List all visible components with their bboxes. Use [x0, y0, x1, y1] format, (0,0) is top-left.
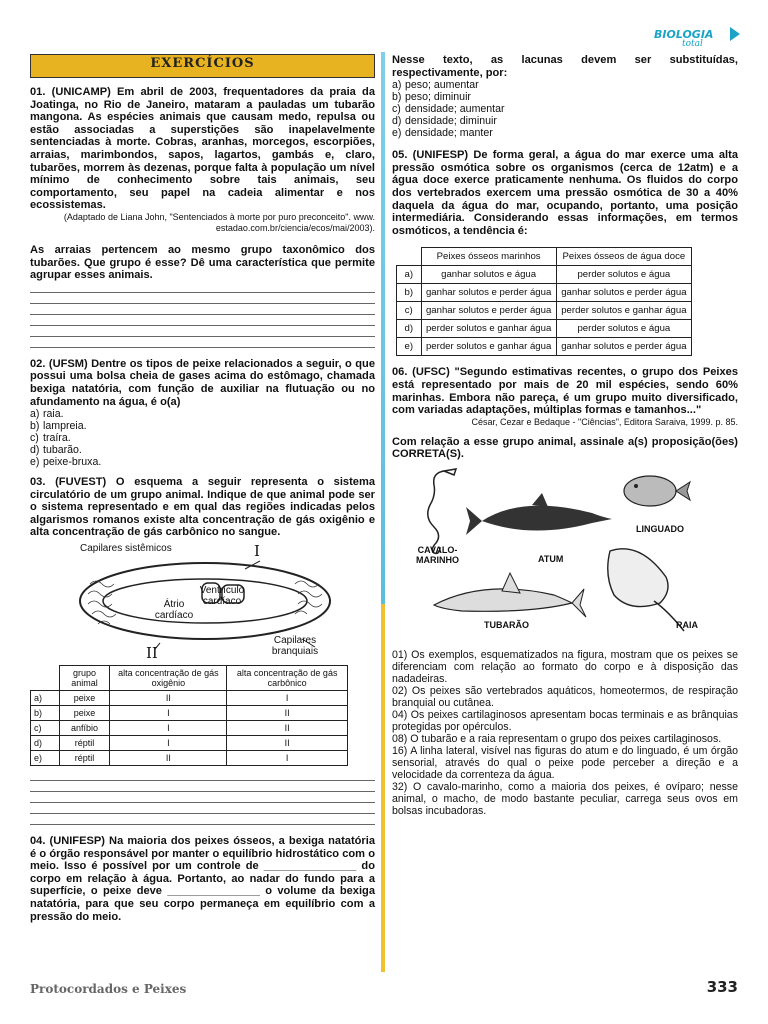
- page-number: 333: [706, 978, 738, 996]
- q03-table: [30, 665, 348, 766]
- option: e) peixe-bruxa.: [30, 456, 102, 469]
- option: c) traíra.: [30, 432, 71, 445]
- q02-text: 02. (UFSM) Dentre os tipos de peixe relacionados a seguir, o que possui uma bolsa cheia de gases acima do estômago, chamada bexiga natatória, com função de auxiliar na flutuação ou no afundamento na água, é o(a): [30, 357, 375, 408]
- q06-source: César, Cezar e Bedaque - "Ciências", Editora Saraiva, 1999. p. 85.: [471, 416, 738, 427]
- option: d) tubarão.: [30, 444, 82, 457]
- left-column: [30, 54, 375, 923]
- q04-text: 04. (UNIFESP) Na maioria dos peixes ósseos, a bexiga natatória é o órgão responsável por manter o equilíbrio hidrostático com o meio. Isso é possível por um controle de _______________ do corpo em relação à água. Portanto, ao nadar do fundo para a superfície, o peixe deve _______________ o volume da bexiga natatória, para que seu corpo permaneça em equilíbrio com a pressão do meio.: [30, 835, 375, 923]
- table-row: a) peixe II I: [31, 691, 348, 706]
- table-row: d) perder solutos e ganhar água perder solutos e água: [397, 320, 692, 338]
- table-row: c) ganhar solutos e perder água perder solutos e ganhar água: [397, 302, 692, 320]
- footer-section: Protocordados e Peixes: [30, 982, 187, 996]
- label-linguado: LINGUADO: [636, 523, 684, 534]
- option: a) peso; aumentar: [392, 79, 479, 92]
- table-row: d) réptil I II: [31, 736, 348, 751]
- fish-figure: [392, 461, 738, 649]
- answer-lines: [30, 770, 375, 825]
- answer-lines: [30, 282, 375, 348]
- label-capilares-branquiais: Capilares branquiais: [271, 635, 319, 658]
- proposition: 02) Os peixes são vertebrados aquáticos, homeotermos, de respiração branquial ou cutânea.: [392, 684, 738, 709]
- option: d) densidade; diminuir: [392, 115, 497, 128]
- proposition: 08) O tubarão e a raia representam o grupo dos peixes cartilaginosos.: [392, 732, 722, 745]
- option: e) densidade; manter: [392, 127, 493, 140]
- q02-options: [30, 408, 375, 468]
- label-atrio: Átrio cardíaco: [154, 599, 194, 622]
- q01-source-2: estadao.com.br/ciencia/ecos/mai/2003).: [215, 222, 375, 233]
- label-atum: ATUM: [538, 553, 564, 564]
- circulatory-diagram: [30, 539, 375, 665]
- option: b) lampreia.: [30, 420, 87, 433]
- table-row: b) peixe I II: [31, 706, 348, 721]
- table-row: e) perder solutos e ganhar água ganhar solutos e perder água: [397, 338, 692, 356]
- label-capilares-sistemicos: Capilares sistêmicos: [80, 543, 172, 555]
- roman-two: II: [146, 644, 158, 663]
- q06-prompt: Com relação a esse grupo animal, assinale a(s) proposição(ões) CORRETA(S).: [392, 435, 738, 461]
- header-cell: alta concentração de gás carbônico: [227, 666, 348, 691]
- play-icon: [730, 27, 740, 41]
- q04-continuation: Nesse texto, as lacunas devem ser substituídas, respectivamente, por:: [392, 54, 738, 79]
- seahorse-icon: [428, 469, 456, 553]
- label-ventriculo: Ventrículo cardíaco: [199, 585, 245, 608]
- label-cavalo-marinho: CAVALO- MARINHO: [416, 544, 459, 565]
- right-column: [392, 54, 738, 817]
- brand-bottom: total: [682, 39, 703, 49]
- proposition: 32) O cavalo-marinho, como a maioria dos peixes, é ovíparo; nesse animal, o macho, de modo bastante peculiar, carrega seus ovos em bolsas incubadoras.: [392, 780, 738, 817]
- column-divider: [381, 52, 385, 972]
- option: a) raia.: [30, 408, 64, 421]
- option: c) densidade; aumentar: [392, 103, 505, 116]
- q05-table: [396, 247, 692, 356]
- q06-text: 06. (UFSC) "Segundo estimativas recentes, o grupo dos Peixes está representado por mais de 20 mil espécies, sendo 60% marinhas. Embora não pareça, é um grupo muito diversificado, com variadas adaptações, múltiplas formas e tamanhos...": [392, 366, 738, 417]
- option: b) peso; diminuir: [392, 91, 471, 104]
- proposition: 01) Os exemplos, esquematizados na figura, mostram que os peixes se diferenciam com relação ao formato do corpo e à disposição das nadadeiras.: [392, 648, 738, 685]
- q01-text: 01. (UNICAMP) Em abril de 2003, frequentadores da praia da Joatinga, no Rio de Janeiro, mataram a pauladas um tubarão mangona. As espécies animais que causam medo, repulsa ou estão associadas a superstições são inapelavelmente sentenciadas à morte. Cobras, aranhas, morcegos, escorpiões, arraias, marimbondos, sapos, lagartos, gambás e, claro, tubarões, morrem às dezenas, porque falta à população um nível mínimo de conhecimento sobre tais animais, seu comportamento, seu papel na cadeia alimentar e nos ecossistemas.: [30, 86, 375, 212]
- brand-top: BIOLOGIA: [654, 28, 714, 41]
- header-cell: grupo animal: [59, 666, 110, 691]
- roman-one: I: [254, 542, 260, 561]
- proposition: 16) A linha lateral, visível nas figuras do atum e do linguado, é um órgão sensorial, através do qual o peixe pode perceber a direção e a velocidade da correnteza da água.: [392, 744, 738, 781]
- proposition: 04) Os peixes cartilaginosos apresentam bocas terminais e as brânquias protegidas por opérculos.: [392, 708, 738, 733]
- q01-question: As arraias pertencem ao mesmo grupo taxonômico dos tubarões. Que grupo é esse? Dê uma característica que permite agrupar esses animais.: [30, 243, 375, 282]
- table-row: b) ganhar solutos e perder água ganhar solutos e perder água: [397, 284, 692, 302]
- label-tubarao: TUBARÃO: [484, 619, 529, 630]
- q03-text: 03. (FUVEST) O esquema a seguir representa o sistema circulatório de um grupo animal. Indique de que animal pode ser o sistema representado e em qual das regiões indicadas pelos algarismos romanos existe alta concentração de gás oxigênio e alta concentração de gás carbônico no sangue.: [30, 476, 375, 539]
- q01-source-1: (Adaptado de Liana John, "Sentenciados à morte por puro preconceito". www.: [63, 211, 375, 222]
- tuna-icon: [466, 493, 612, 535]
- table-row: a) ganhar solutos e água perder solutos e água: [397, 266, 692, 284]
- shark-icon: [434, 573, 586, 617]
- ray-icon: [608, 549, 684, 631]
- flounder-icon: [624, 476, 690, 506]
- label-raia: RAIA: [676, 619, 698, 630]
- q05-text: 05. (UNIFESP) De forma geral, a água do mar exerce uma alta pressão osmótica sobre os organismos (cerca de 12atm) e a água doce exerce praticamente nenhuma. Os fluidos do corpo dos vertebrados exercem uma pressão osmótica de 30 a 40% daquela da água do mar, ocupando, portanto, uma posição intermediária. Considerando essas informações, em termos osmóticos, a tendência é:: [392, 149, 738, 237]
- header-cell: Peixes ósseos marinhos: [421, 248, 556, 266]
- header-cell: Peixes ósseos de água doce: [556, 248, 691, 266]
- table-row: c) anfíbio I II: [31, 721, 348, 736]
- table-row: e) réptil II I: [31, 751, 348, 766]
- header-cell: alta concentração de gás oxigênio: [110, 666, 227, 691]
- q04-options: [392, 79, 738, 139]
- q06-propositions: [392, 649, 738, 817]
- brand-logo: [654, 26, 740, 50]
- section-banner: EXERCÍCIOS: [30, 54, 375, 78]
